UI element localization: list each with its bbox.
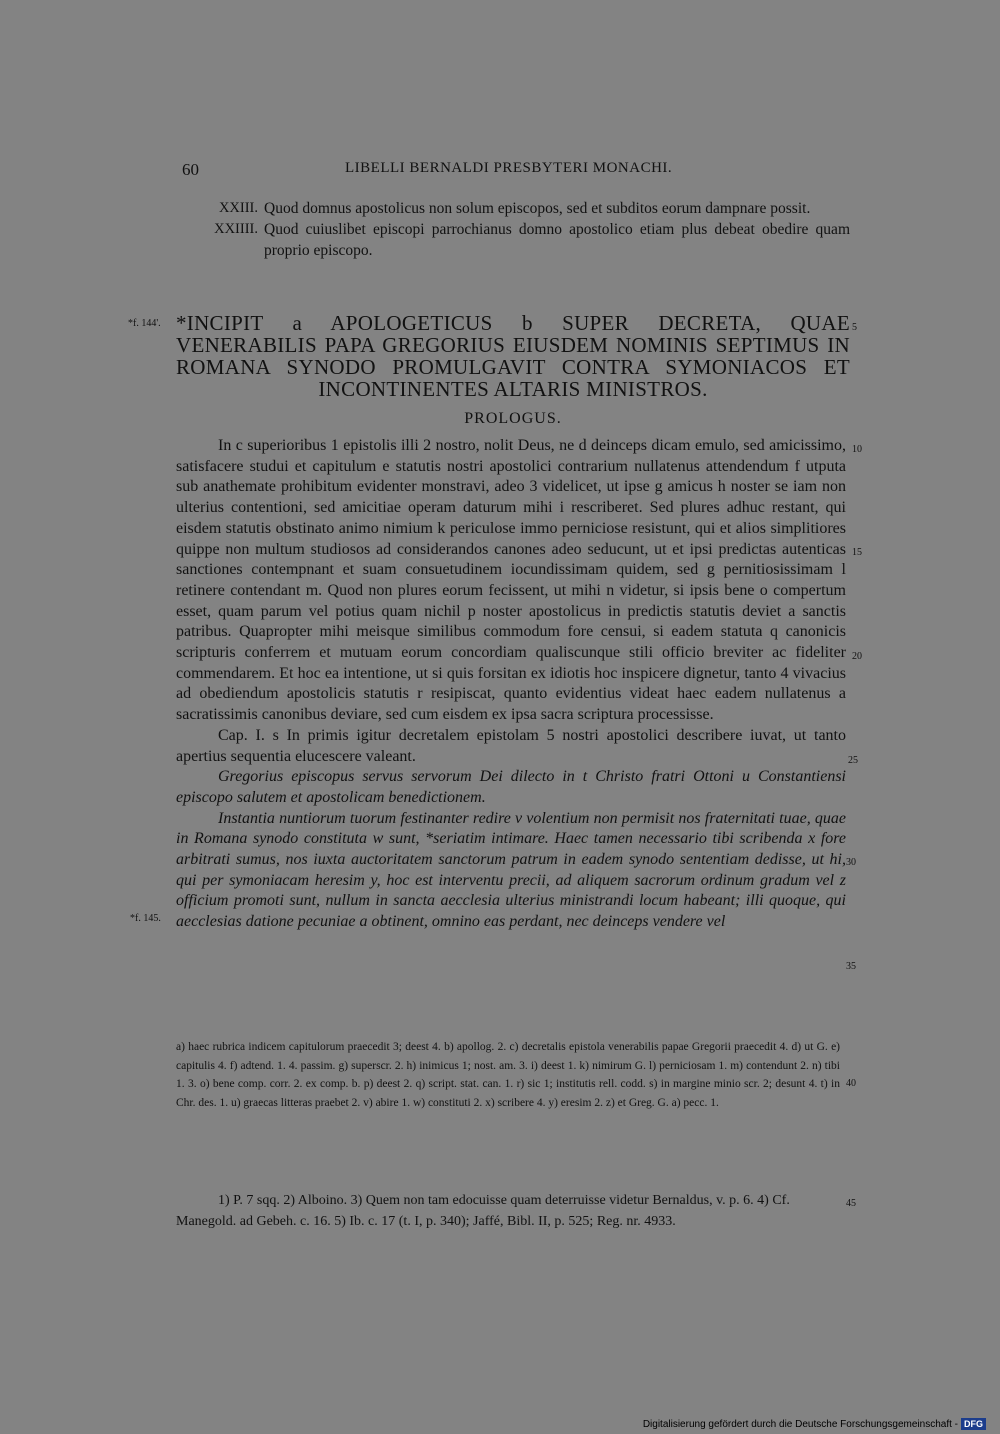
- paragraph: Cap. I. s In primis igitur decretalem epistolam 5 nostri apostolici describere iuvat, ut tanto apertius sequentia elucescere valeant.: [176, 726, 846, 765]
- paragraph-italic: [176, 767, 846, 808]
- chapter-title: *INCIPIT a APOLOGETICUS b SUPER DECRETA, QUAE VENERABILIS PAPA GREGORIUS EIUSDEM NOMINIS SEPTIMUS IN ROMANA SYNODO PROMULGAVIT CONTRA SYMONIACOS ET INCONTINENTES ALTARIS MINISTROS.: [176, 311, 850, 401]
- critical-apparatus: a) haec rubrica indicem capitulorum praecedit 3; deest 4. b) apollog. 2. c) decretalis epistola venerabilis papae Gregorii praecedit 4. d) ut G. e) capitulis 4. f) adtend. 1. 4. passim. g) superscr. 2. h) inimicus 1; nost. am. 3. i) deest 1. k) nimirum G. l) perniciosam 1. m) contendunt 2. n) tibi 1. 3. o) bene comp. corr. 2. ex comp. b. p) deest 2. q) script. stat. can. 1. r) sic 1; institutis rell. codd. s) in margine minio scr. 2; desunt 4. t) in Chr. des. 1. u) graecas litteras praebet 2. v) abire 1. w) constituti 2. x) scribere 4. y) eresim 2. z) et Greg. G. a) pecc. 1.: [176, 1041, 840, 1109]
- line-number: 35: [846, 961, 856, 972]
- line-number: 25: [848, 755, 858, 766]
- running-title: LIBELLI BERNALDI PRESBYTERI MONACHI.: [345, 160, 673, 176]
- paragraph-italic: [176, 809, 846, 933]
- line-number: 20: [852, 651, 862, 662]
- paragraph: In c superioribus 1 epistolis illi 2 nostro, nolit Deus, ne d deinceps dicam emulo, sed amicissimo, satisfacere studui et capitulum e statutis nostri apostolici contrarium nullatenus attendendum f utputa sub anathemate prohibitum evidenter monstravi, adeo 3 videlicet, ut ipse g amicus h noster se iam non ulterius contentioni, sed amicitiae operam daturum mihi i rescriberet. Sed plures adhuc restant, qui eisdem statutis obstinato animo nimium k periculose immo perniciose resistunt, qui et alios simplitiores quippe non multum studiosos ad considerandos canones adeo seducunt, ut et ipsi predictas autenticas sanctiones contempnant et suam consuetudinem iocundissimam quidem, sed g pernitiosissimam l retinere contendant m. Quod non plures eorum fecissent, ut mihi n videtur, si ipsis bene o compertum esset, quam parum vel potius quam nichil p noster apostolicus in predictis statutis deviet a sanctis patribus. Quapropter mihi meisque similibus commodum fore censui, si eadem statuta q canonicis scripturis conferrem et mutuam eorum concordiam qualiscunque stili officio breviter ac fideliter commendarem. Et hoc ea intentione, ut si quis forsitan ex idiotis hoc inspicere dignetur, tanto 4 vivacius ad obediendum apostolicis statutis r resipiscat, quanto evidentius videat haec eadem nullatenus a sacratissimis canonibus deviare, sed cum eisdem ex ipsa sacra scriptura processisse.: [176, 437, 846, 724]
- folio-note: *f. 145.: [130, 913, 161, 924]
- list-item-text: Quod domnus apostolicus non solum episcopos, sed et subditos eorum dampnare possit.: [264, 200, 811, 217]
- chapter-list: [176, 198, 850, 261]
- list-item: [176, 198, 850, 219]
- dfg-logo: DFG: [961, 1418, 986, 1430]
- footnote-text: 1) P. 7 sqq. 2) Alboino. 3) Quem non tam edocuisse quam deterruisse videtur Bernaldus, v. p. 6. 4) Cf. Manegold. ad Gebeh. c. 16. 5) Ib. c. 17 (t. I, p. 340); Jaffé, Bibl. II, p. 525; Reg. nr. 4933.: [176, 1193, 790, 1229]
- line-number: 5: [852, 322, 857, 333]
- line-number: 30: [846, 857, 856, 868]
- list-item: [176, 219, 850, 261]
- line-number: 40: [846, 1078, 856, 1089]
- list-item-number: XXIIII.: [214, 221, 258, 237]
- folio-note: *f. 144'.: [128, 318, 161, 329]
- list-item-number: XXIII.: [218, 200, 258, 216]
- page-number: 60: [182, 160, 199, 179]
- line-number: 10: [852, 444, 862, 455]
- italic-text: Gregorius episcopus servus servorum Dei dilecto in t Christo fratri Ottoni u Constantiensi episcopo salutem et apostolicam benedictionem.: [176, 768, 846, 806]
- dfg-credit: [643, 1418, 986, 1430]
- footnotes: [176, 1190, 840, 1232]
- line-number: 15: [852, 547, 862, 558]
- main-text: [176, 436, 846, 933]
- dfg-credit-text: Digitalisierung gefördert durch die Deutsche Forschungsgemeinschaft -: [642, 1418, 958, 1430]
- list-item-text: Quod cuiuslibet episcopi parrochianus domno apostolico etiam plus debeat obedire quam proprio episcopo.: [264, 221, 850, 259]
- section-heading: PROLOGUS.: [464, 410, 562, 427]
- line-number: 45: [846, 1198, 856, 1209]
- italic-text: Instantia nuntiorum tuorum festinanter redire v volentium non permisit nos fraternitati tuae, quae in Romana synodo constituta w sunt, *seriatim intimare. Haec tamen necessario tibi scribenda x fore arbitrati sumus, nos iuxta auctoritatem sanctorum patrum in eadem synodo sententiam dedisse, ut hi, qui per symoniacam heresim y, hoc est interventu precii, ad aliquem sacrorum ordinum gradum vel z officium promoti sunt, nullum in sancta aecclesia ulterius ministrandi locum habeant; illi quoque, qui aecclesias datione pecuniae a obtinent, omnino eas perdant, nec deinceps vendere vel: [176, 809, 846, 931]
